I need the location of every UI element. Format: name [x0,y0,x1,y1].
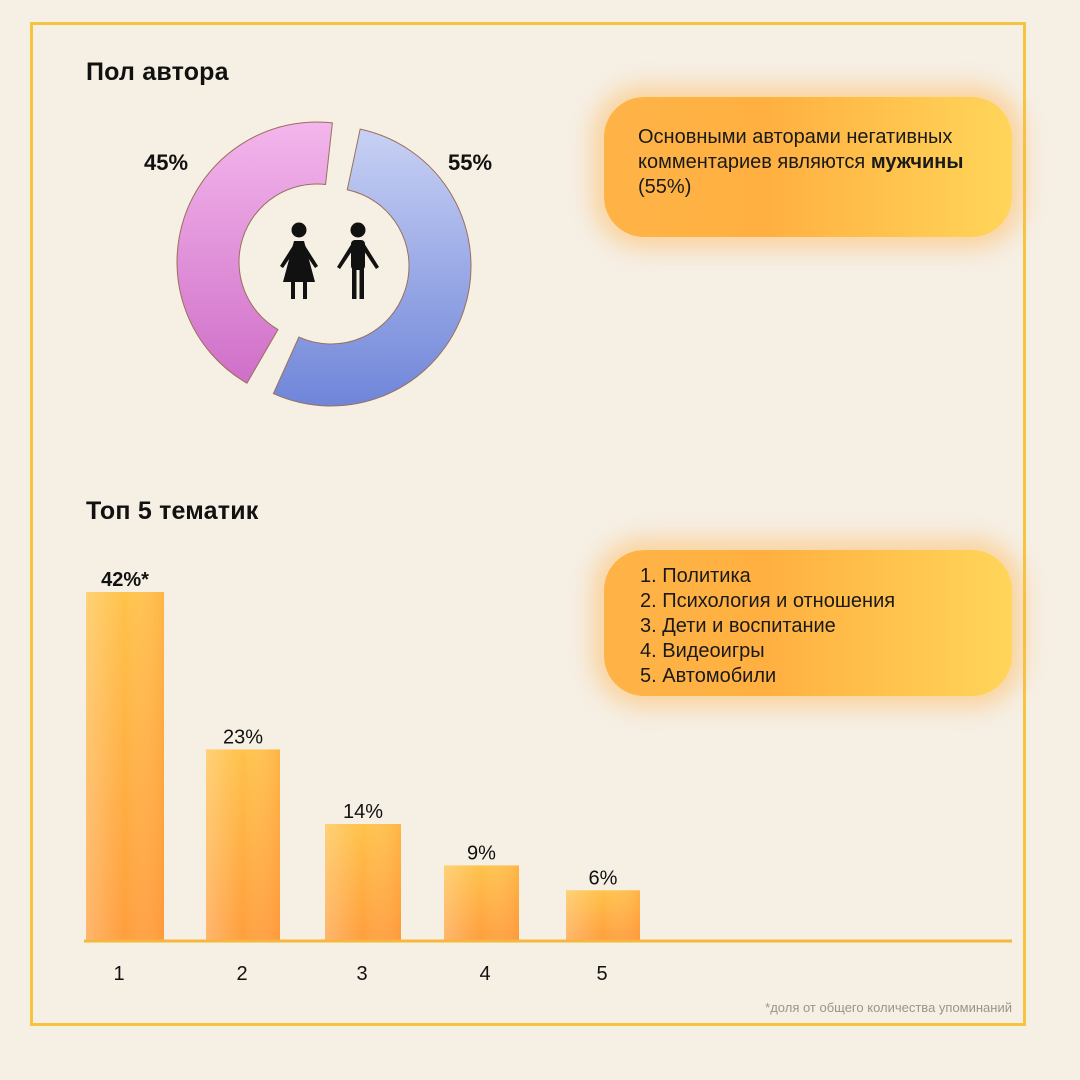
x-tick-label: 5 [596,963,608,985]
topic-item: 2. Психология и отношения [640,590,896,612]
gender-conclusion-note [604,97,1012,237]
topics-section-title: Топ 5 тематик [86,497,259,525]
bar-shading-3 [325,824,401,940]
topics-list [640,564,895,689]
x-tick-label: 3 [356,963,368,985]
x-tick-label: 4 [479,963,491,985]
bar-value-label: 42%* [101,569,149,591]
female-icon [280,223,318,300]
female-percent-label: 45% [144,150,189,175]
gender-note-text: Основными авторами негативных комментариев являются [638,126,953,173]
bar-value-label: 9% [467,842,496,865]
bar-value-label: 6% [588,867,618,890]
topics-list-note [604,550,1012,696]
bar-shading-2 [206,749,280,940]
male-icon [337,223,379,300]
male-percent-label: 55% [448,150,493,175]
bar-value-label: 23% [222,726,264,749]
gender-note-highlight: мужчины [870,151,964,173]
topic-item: 3. Дети и воспитание [640,615,836,637]
x-tick-label: 1 [113,963,125,985]
topic-item: 4. Видеоигры [640,640,765,662]
bar-value-label: 14% [342,801,384,823]
bar-shading-4 [444,865,519,940]
gender-note-tail: (55%) [638,176,692,198]
x-tick-label: 2 [236,963,248,985]
gender-donut-chart [170,110,480,415]
topic-item: 1. Политика [640,565,751,587]
gender-section-title: Пол автора [86,58,229,86]
bar-shading-5 [566,890,640,940]
chart-footnote: *доля от общего количества упоминаний [765,1000,1012,1015]
bar-shading-1 [86,592,164,940]
topic-item: 5. Автомобили [640,665,777,687]
